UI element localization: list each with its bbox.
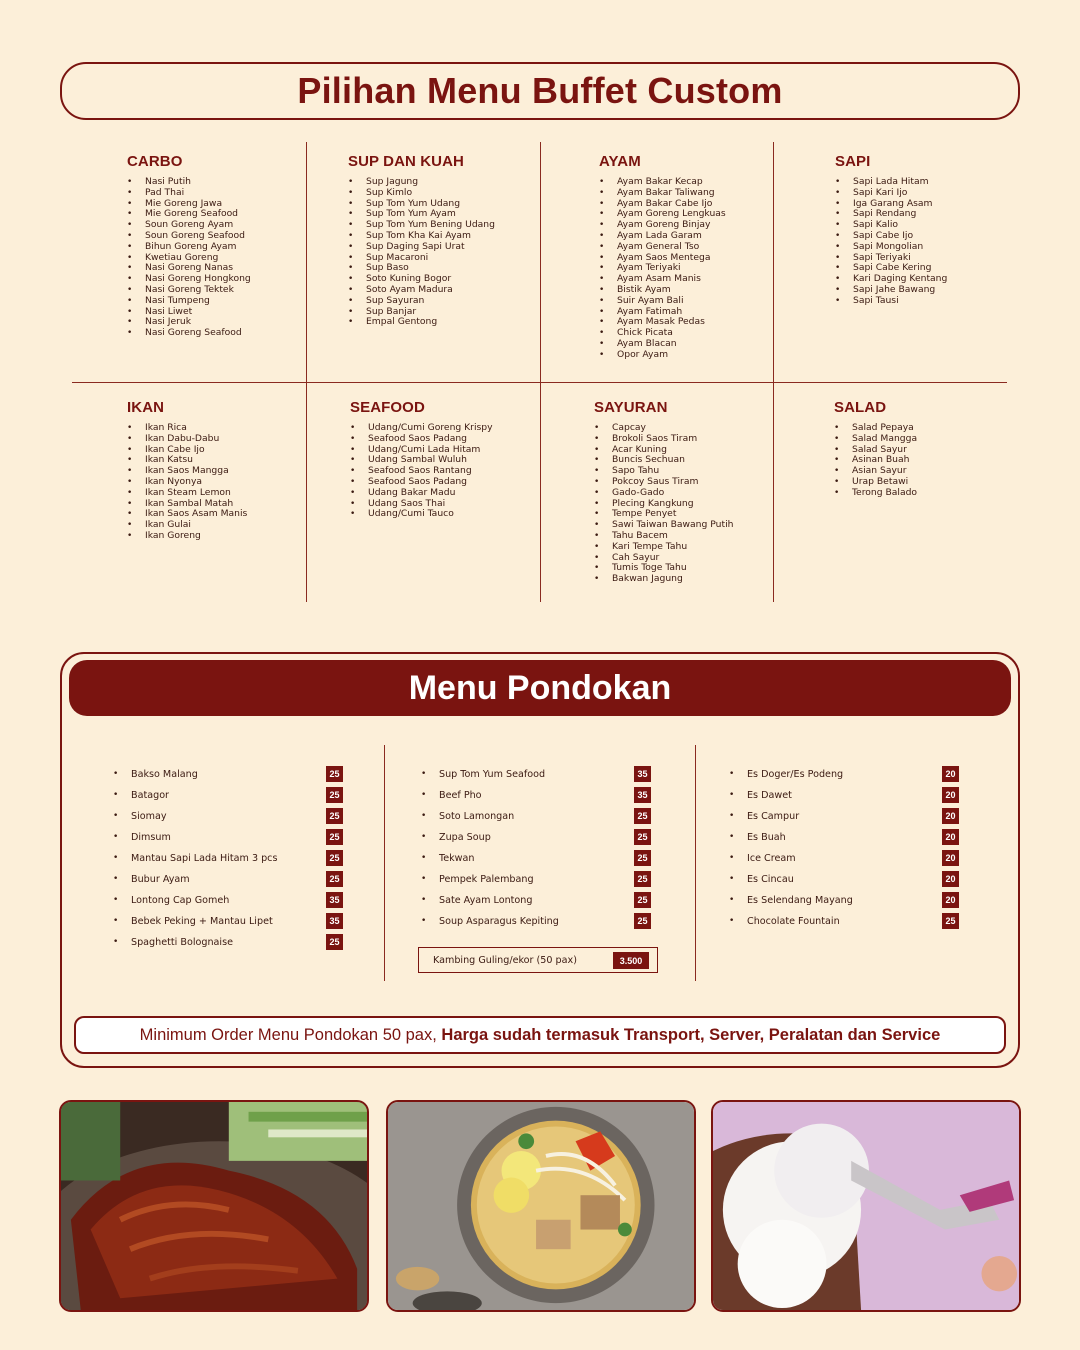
menu-item: • Suir Ayam Bali [599,296,726,307]
menu-item: • Bihun Goreng Ayam [127,242,251,253]
menu-item: • Nasi Goreng Hongkong [127,274,251,285]
price-badge: 35 [634,766,651,782]
price-badge: 35 [326,913,343,929]
menu-item: • Sup Tom Yum Udang [348,199,495,210]
menu-item: • Sawi Taiwan Bawang Putih [594,520,733,531]
menu-item: • Gado-Gado [594,488,733,499]
menu-item: • Ikan Sambal Matah [127,499,247,510]
bullet: • [113,874,119,884]
menu-item: • Ikan Rica [127,423,247,434]
pondokan-item-name: Bebek Peking + Mantau Lipet [131,915,273,927]
bullet: • [113,895,119,905]
category-title: CARBO [127,153,183,170]
menu-item: • Ayam Fatimah [599,307,726,318]
menu-item: • Mie Goreng Jawa [127,199,251,210]
category-title: SAPI [835,153,871,170]
pondokan-title: Menu Pondokan [408,668,672,707]
menu-item: • Sapi Mongolian [835,242,947,253]
price-badge: 20 [942,829,959,845]
bullet: • [421,832,427,842]
menu-item: • Tumis Toge Tahu [594,563,733,574]
page-title: Pilihan Menu Buffet Custom [297,70,783,111]
pondokan-item-name: Soto Lamongan [439,810,515,822]
bullet: • [113,832,119,842]
price-badge: 20 [942,871,959,887]
pondokan-item [421,913,559,929]
menu-item: • Ikan Katsu [127,455,247,466]
pondokan-item-name: Dimsum [131,831,171,843]
category-salad [834,399,917,499]
menu-item: • Nasi Goreng Nanas [127,263,251,274]
menu-item: • Opor Ayam [599,350,726,361]
bullet: • [421,895,427,905]
menu-item: • Sapi Tausi [835,296,947,307]
pondokan-item [729,913,840,929]
pondokan-item [729,871,794,887]
menu-item: • Nasi Jeruk [127,317,251,328]
pondokan-item-name: Spaghetti Bolognaise [131,936,233,948]
menu-item: • Chick Picata [599,328,726,339]
pondokan-item-name: Tekwan [439,852,475,864]
category-item-list [127,177,251,339]
menu-item: • Sup Tom Yum Bening Udang [348,220,495,231]
category-item-list [599,177,726,361]
soto-soup-bowl-photo [386,1100,696,1312]
menu-item: • Empal Gentong [348,317,495,328]
price-badge: 25 [326,829,343,845]
menu-item: • Sapi Teriyaki [835,253,947,264]
menu-item: • Sup Tom Yum Ayam [348,209,495,220]
pondokan-item [113,787,169,803]
price-badge: 25 [326,787,343,803]
menu-item: • Ayam General Tso [599,242,726,253]
category-item-list [348,177,495,328]
menu-item: • Sup Sayuran [348,296,495,307]
menu-item: • Ayam Bakar Kecap [599,177,726,188]
menu-item: • Sapi Kalio [835,220,947,231]
menu-item: • Cah Sayur [594,553,733,564]
menu-item: • Ikan Nyonya [127,477,247,488]
price-badge: 25 [326,871,343,887]
category-ayam [599,153,726,361]
menu-item: • Ayam Teriyaki [599,263,726,274]
bullet: • [421,790,427,800]
grid-divider [72,382,1007,383]
bullet: • [729,811,735,821]
menu-item: • Ikan Saos Mangga [127,466,247,477]
menu-item: • Ikan Cabe Ijo [127,445,247,456]
menu-item: • Asian Sayur [834,466,917,477]
menu-item: • Bakwan Jagung [594,574,733,585]
category-item-list [594,423,733,585]
menu-item: • Ayam Blacan [599,339,726,350]
special-item-box [418,947,658,973]
menu-item: • Ayam Goreng Lengkuas [599,209,726,220]
menu-item: • Pokcoy Saus Tiram [594,477,733,488]
pondokan-divider [695,745,696,981]
pondokan-item [729,829,786,845]
grid-divider [540,142,541,602]
pondokan-item [113,829,171,845]
pondokan-item [421,892,532,908]
minimum-order-note [74,1016,1006,1054]
pondokan-item-name: Lontong Cap Gomeh [131,894,230,906]
menu-item: • Asinan Buah [834,455,917,466]
bullet: • [729,832,735,842]
menu-item: • Sup Daging Sapi Urat [348,242,495,253]
pondokan-item [113,871,190,887]
menu-item: • Ayam Saos Mentega [599,253,726,264]
pondokan-item-name: Es Selendang Mayang [747,894,853,906]
grid-divider [306,142,307,602]
pondokan-divider [384,745,385,981]
menu-item: • Nasi Goreng Seafood [127,328,251,339]
category-title: SUP DAN KUAH [348,153,464,170]
menu-item: • Salad Sayur [834,445,917,456]
menu-item: • Tahu Bacem [594,531,733,542]
menu-item: • Pad Thai [127,188,251,199]
category-ikan [127,399,247,542]
bullet: • [421,874,427,884]
menu-item: • Ikan Steam Lemon [127,488,247,499]
pondokan-item-name: Es Buah [747,831,786,843]
pondokan-item [421,871,534,887]
menu-item: • Ayam Goreng Binjay [599,220,726,231]
bullet: • [729,853,735,863]
menu-item: • Urap Betawi [834,477,917,488]
pondokan-item [729,892,853,908]
special-item-price: 3.500 [613,952,649,969]
pondokan-item [113,934,233,950]
menu-item: • Iga Garang Asam [835,199,947,210]
category-seafood [350,399,493,520]
pondokan-item-name: Es Dawet [747,789,792,801]
bullet: • [421,811,427,821]
title-banner [60,62,1020,120]
menu-item: • Seafood Saos Padang [350,434,493,445]
price-badge: 20 [942,892,959,908]
pondokan-item [729,808,799,824]
pondokan-item [421,766,545,782]
menu-item: • Buncis Sechuan [594,455,733,466]
pondokan-item-name: Siomay [131,810,167,822]
menu-item: • Udang/Cumi Goreng Krispy [350,423,493,434]
note-bold-text: Harga sudah termasuk Transport, Server, Peralatan dan Service [441,1025,941,1044]
menu-item: • Udang Sambal Wuluh [350,455,493,466]
bullet: • [729,874,735,884]
category-item-list [350,423,493,520]
menu-item: • Salad Mangga [834,434,917,445]
category-sapi [835,153,947,307]
menu-item: • Ayam Lada Garam [599,231,726,242]
category-carbo [127,153,251,339]
pondokan-item-name: Zupa Soup [439,831,491,843]
price-badge: 20 [942,850,959,866]
menu-item: • Sapi Jahe Bawang [835,285,947,296]
category-title: SALAD [834,399,887,416]
price-badge: 25 [326,808,343,824]
pondokan-item-name: Sup Tom Yum Seafood [439,768,546,780]
menu-item: • Sup Banjar [348,307,495,318]
menu-item: • Soun Goreng Ayam [127,220,251,231]
bullet: • [729,895,735,905]
pondokan-item [729,787,792,803]
price-badge: 25 [634,892,651,908]
menu-item: • Sup Kimlo [348,188,495,199]
bullet: • [421,853,427,863]
menu-item: • Ikan Saos Asam Manis [127,509,247,520]
menu-item: • Tempe Penyet [594,509,733,520]
category-sup-dan-kuah [348,153,495,328]
price-badge: 25 [634,913,651,929]
bullet: • [729,769,735,779]
menu-item: • Nasi Tumpeng [127,296,251,307]
price-badge: 25 [634,871,651,887]
pondokan-item [421,787,482,803]
menu-item: • Udang/Cumi Tauco [350,509,493,520]
pondokan-item [421,829,491,845]
pondokan-item [113,808,167,824]
pondokan-header [69,660,1011,716]
bullet: • [421,769,427,779]
note-regular-text: Minimum Order Menu Pondokan 50 pax, [139,1025,442,1044]
pondokan-item-name: Bubur Ayam [131,873,190,885]
category-item-list [835,177,947,307]
menu-item: • Sup Macaroni [348,253,495,264]
menu-item: • Soto Ayam Madura [348,285,495,296]
menu-item: • Brokoli Saos Tiram [594,434,733,445]
ice-cream-scoop-photo [711,1100,1021,1312]
category-title: IKAN [127,399,165,416]
bullet: • [421,916,427,926]
menu-item: • Kari Daging Kentang [835,274,947,285]
menu-item: • Udang/Cumi Lada Hitam [350,445,493,456]
menu-item: • Sapi Cabe Kering [835,263,947,274]
pondokan-item-name: Pempek Palembang [439,873,534,885]
pondokan-item-name: Mantau Sapi Lada Hitam 3 pcs [131,852,278,864]
menu-item: • Ikan Gulai [127,520,247,531]
bullet: • [113,790,119,800]
menu-item: • Nasi Goreng Tektek [127,285,251,296]
pondokan-item [113,892,229,908]
pondokan-item-name: Batagor [131,789,170,801]
pondokan-item-name: Soup Asparagus Kepiting [439,915,559,927]
pondokan-item [113,766,198,782]
special-item-name: Kambing Guling/ekor (50 pax) [433,954,577,966]
menu-item: • Acar Kuning [594,445,733,456]
price-badge: 25 [326,850,343,866]
menu-item: • Capcay [594,423,733,434]
price-badge: 25 [634,850,651,866]
pondokan-item-name: Ice Cream [747,852,796,864]
price-badge: 25 [326,934,343,950]
pondokan-item-name: Es Cincau [747,873,794,885]
pondokan-item-name: Es Campur [747,810,800,822]
pondokan-item [729,766,843,782]
price-badge: 20 [942,787,959,803]
menu-item: • Ikan Dabu-Dabu [127,434,247,445]
bullet: • [729,916,735,926]
menu-item: • Ayam Masak Pedas [599,317,726,328]
category-title: SEAFOOD [350,399,425,416]
pondokan-item [421,850,475,866]
menu-item: • Salad Pepaya [834,423,917,434]
pondokan-item [421,808,514,824]
menu-item: • Seafood Saos Padang [350,477,493,488]
menu-item: • Sapi Lada Hitam [835,177,947,188]
menu-item: • Terong Balado [834,488,917,499]
category-item-list [834,423,917,499]
menu-item: • Sapi Cabe Ijo [835,231,947,242]
menu-item: • Sup Jagung [348,177,495,188]
menu-item: • Sapi Kari Ijo [835,188,947,199]
menu-item: • Soun Goreng Seafood [127,231,251,242]
pondokan-item [113,850,277,866]
buffet-menu-grid [72,142,1007,602]
pondokan-item [113,913,273,929]
menu-item: • Sapi Rendang [835,209,947,220]
menu-item: • Mie Goreng Seafood [127,209,251,220]
menu-item: • Sapo Tahu [594,466,733,477]
menu-item: • Sup Tom Kha Kai Ayam [348,231,495,242]
price-badge: 20 [942,766,959,782]
menu-item: • Udang Bakar Madu [350,488,493,499]
menu-item: • Nasi Putih [127,177,251,188]
menu-item: • Sup Baso [348,263,495,274]
price-badge: 25 [634,829,651,845]
menu-item: • Nasi Liwet [127,307,251,318]
pondokan-item-name: Bakso Malang [131,768,198,780]
menu-item: • Ayam Asam Manis [599,274,726,285]
menu-item: • Ayam Bakar Taliwang [599,188,726,199]
pondokan-item [729,850,796,866]
pondokan-item-name: Beef Pho [439,789,482,801]
category-sayuran [594,399,733,585]
price-badge: 25 [634,808,651,824]
bullet: • [113,769,119,779]
category-title: SAYURAN [594,399,668,416]
menu-item: • Soto Kuning Bogor [348,274,495,285]
price-badge: 25 [942,913,959,929]
bullet: • [113,916,119,926]
pondokan-item-name: Es Doger/Es Podeng [747,768,844,780]
price-badge: 25 [326,766,343,782]
menu-item: • Kari Tempe Tahu [594,542,733,553]
menu-item: • Plecing Kangkung [594,499,733,510]
menu-item: • Udang Saos Thai [350,499,493,510]
pondokan-item-name: Chocolate Fountain [747,915,840,927]
menu-item: • Kwetiau Goreng [127,253,251,264]
menu-item: • Bistik Ayam [599,285,726,296]
pondokan-item-name: Sate Ayam Lontong [439,894,533,906]
price-badge: 35 [634,787,651,803]
menu-item: • Seafood Saos Rantang [350,466,493,477]
menu-item: • Ayam Bakar Cabe Ijo [599,199,726,210]
price-badge: 20 [942,808,959,824]
category-title: AYAM [599,153,641,170]
peking-duck-photo [59,1100,369,1312]
grid-divider [773,142,774,602]
bullet: • [729,790,735,800]
menu-item: • Ikan Goreng [127,531,247,542]
bullet: • [113,811,119,821]
category-item-list [127,423,247,542]
price-badge: 35 [326,892,343,908]
bullet: • [113,853,119,863]
bullet: • [113,937,119,947]
